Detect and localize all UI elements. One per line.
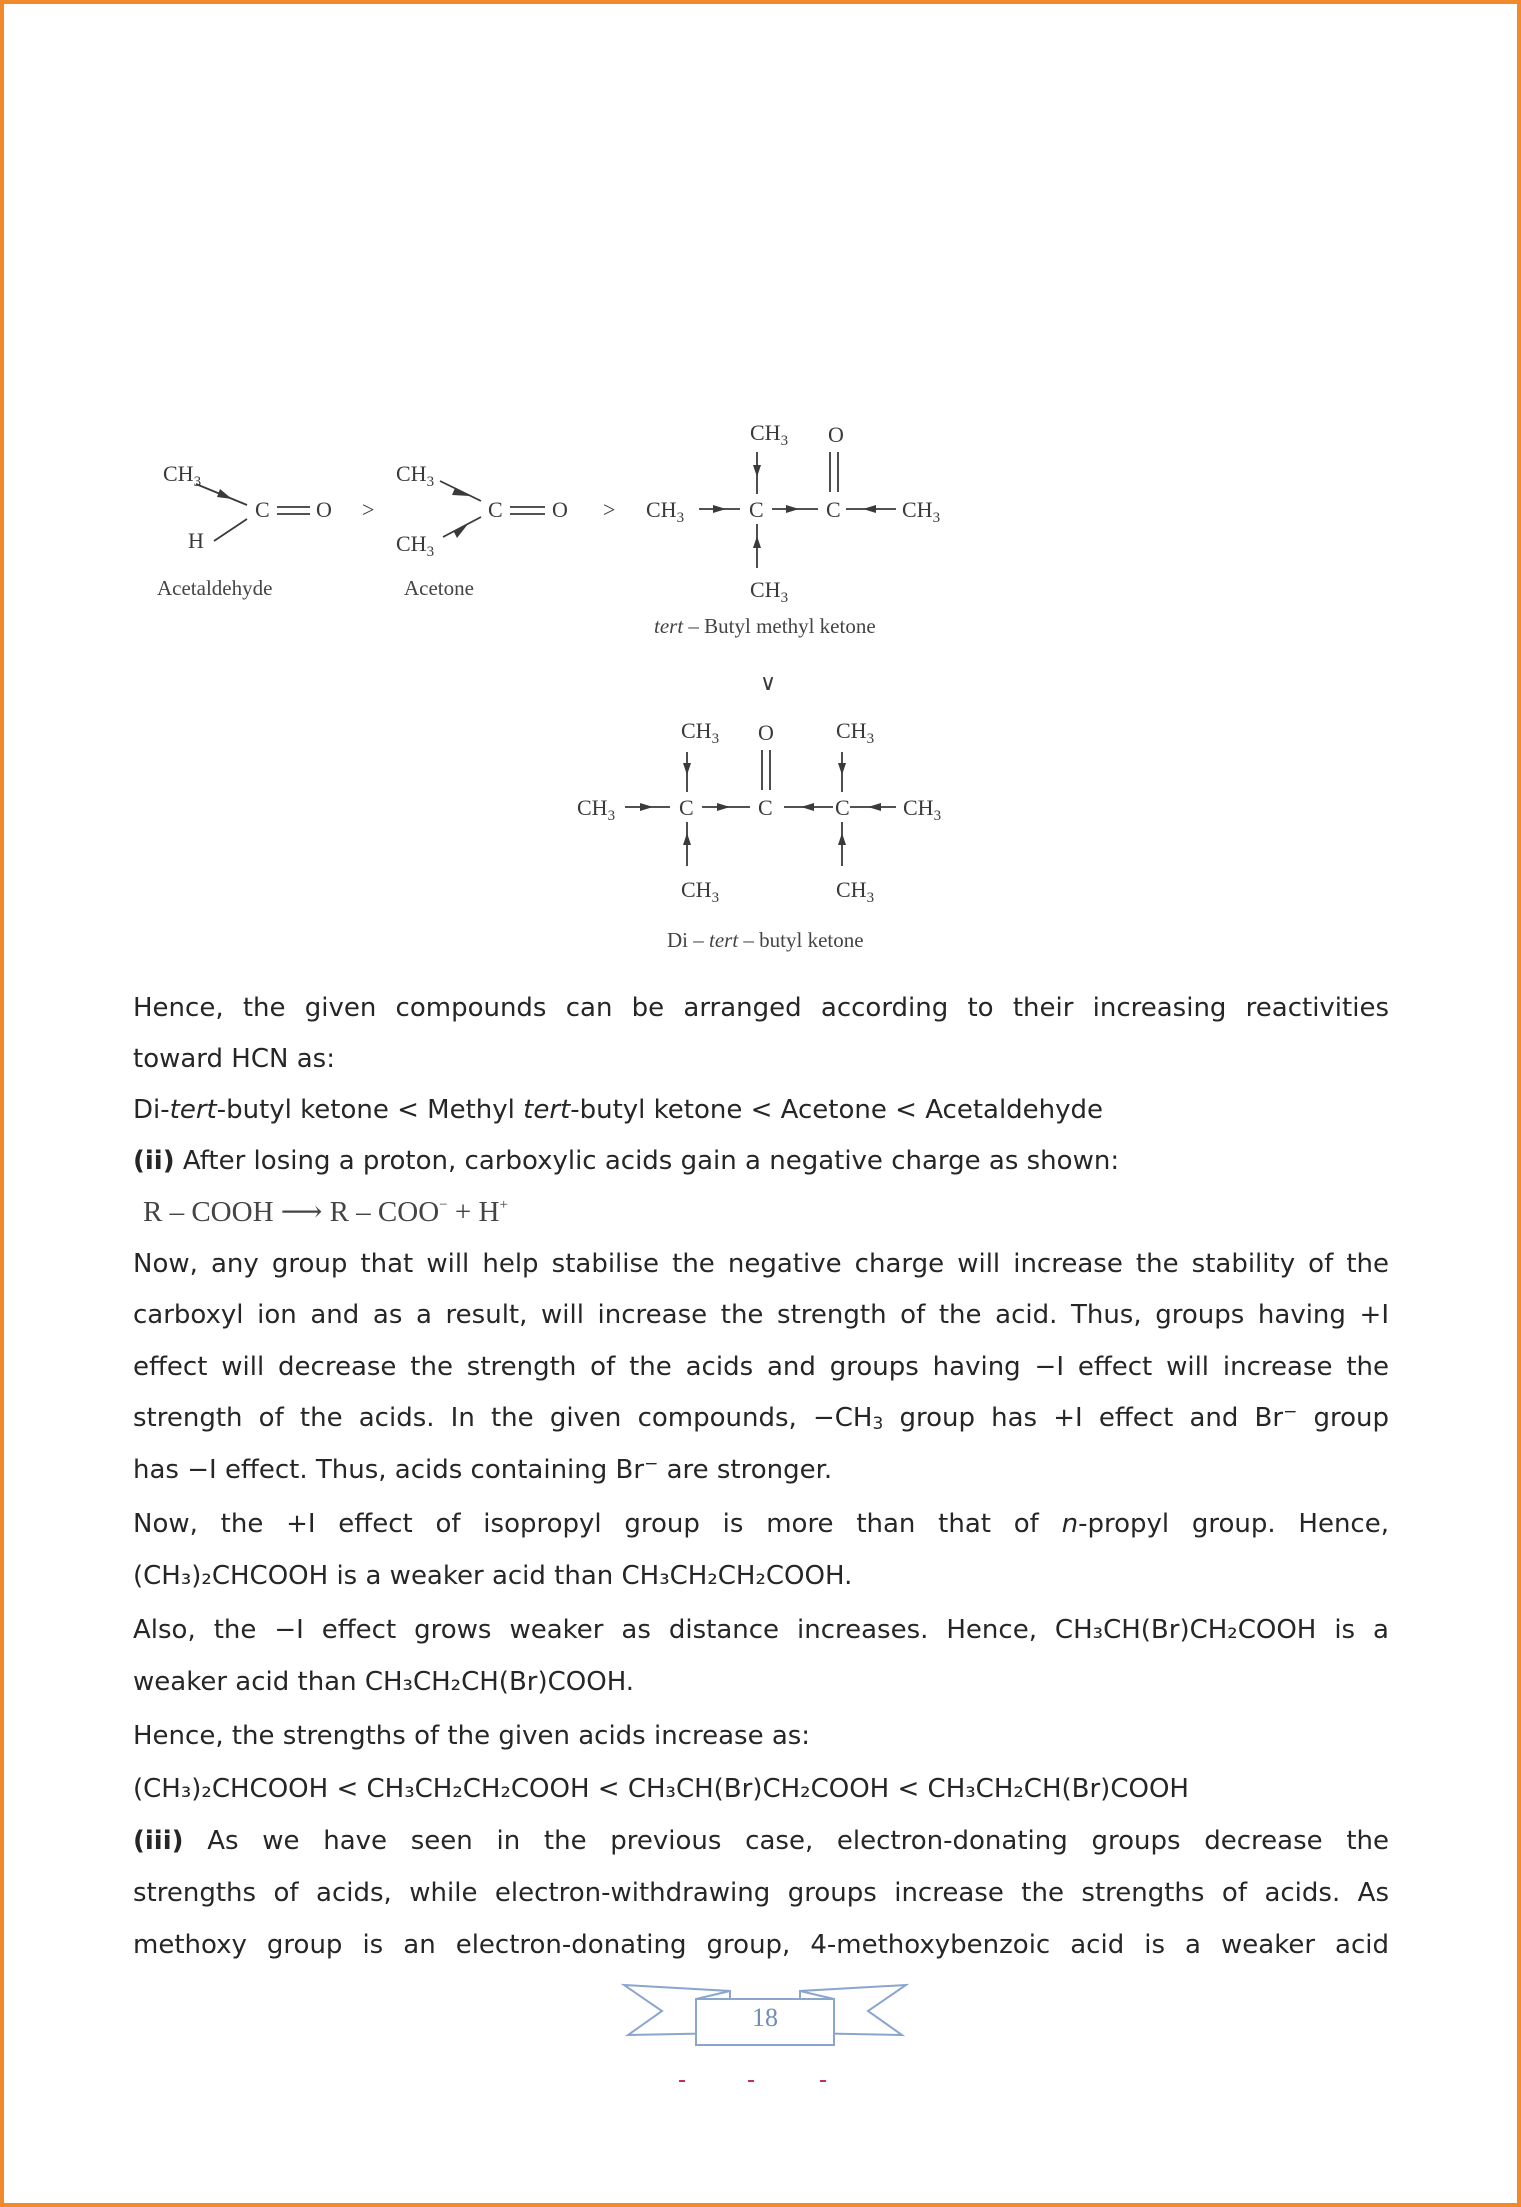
body-line: effect will decrease the strength of the acids and groups having −I effect will increase the xyxy=(133,1352,1389,1382)
body-line: Now, the +I effect of isopropyl group is more than that of n-propyl group. Hence, xyxy=(133,1509,1389,1539)
body-line: Also, the −I effect grows weaker as distance increases. Hence, CH₃CH(Br)CH₂COOH is a xyxy=(133,1615,1389,1645)
body-line: (CH₃)₂CHCOOH is a weaker acid than CH₃CH₂CH₂COOH. xyxy=(133,1561,853,1591)
body-line: methoxy group is an electron-donating group, 4-methoxybenzoic acid is a weaker acid xyxy=(133,1930,1389,1960)
tbmk-c1: C xyxy=(749,497,764,522)
acid-strength-order: (CH₃)₂CHCOOH < CH₃CH₂CH₂COOH < CH₃CH(Br)CH₂COOH < CH₃CH₂CH(Br)COOH xyxy=(133,1774,1189,1804)
tbmk-label: tert – Butyl methyl ketone xyxy=(654,614,876,638)
body-line: carboxyl ion and as a result, will increase the strength of the acid. Thus, groups having +I xyxy=(133,1300,1389,1330)
part-ii-label: (ii) xyxy=(133,1146,175,1176)
dtbk-c2: C xyxy=(758,795,773,820)
acetone-ch3-bottom: $CH_3$ xyxy=(396,531,435,560)
dtbk-ch3-left: $CH_3$ xyxy=(577,795,616,824)
body-line: toward HCN as: xyxy=(133,1044,335,1074)
reactivity-order: Di-tert-butyl ketone < Methyl tert-butyl ketone < Acetone < Acetaldehyde xyxy=(133,1095,1104,1125)
acetaldehyde-ch3: $CH_3$ xyxy=(163,461,202,490)
acetone-o: O xyxy=(552,497,568,522)
dtbk-c3: C xyxy=(835,795,850,820)
body-line: Hence, the strengths of the given acids increase as: xyxy=(133,1721,811,1751)
body-line: strength of the acids. In the given compounds, $-CH_3$ group has +I effect and Br− group xyxy=(133,1402,1389,1434)
less-than-vertical: ∨ xyxy=(760,670,777,695)
tbmk-ch3-right: $CH_3$ xyxy=(902,497,941,526)
footer-dash xyxy=(748,2080,754,2082)
part-iii-heading: (iii) As we have seen in the previous case, electron-donating groups decrease the xyxy=(133,1826,1389,1856)
dtbk-label: Di – tert – butyl ketone xyxy=(667,928,864,952)
acetaldehyde-c: C xyxy=(255,497,270,522)
tbmk-c2: C xyxy=(826,497,841,522)
dtbk-ch3-top-right: $CH_3$ xyxy=(836,718,875,747)
tbmk-ch3-bottom: $CH_3$ xyxy=(750,577,789,606)
greater-than-2: > xyxy=(603,497,616,522)
dtbk-c1: C xyxy=(679,795,694,820)
dtbk-ch3-right: $CH_3$ xyxy=(903,795,942,824)
dtbk-ch3-bottom-left: $CH_3$ xyxy=(681,877,720,906)
body-line: strengths of acids, while electron-withdrawing groups increase the strengths of acids. As xyxy=(133,1878,1389,1908)
acetaldehyde-label: Acetaldehyde xyxy=(157,576,273,600)
page-number: 18 xyxy=(752,2003,778,2032)
dtbk-ch3-bottom-right: $CH_3$ xyxy=(836,877,875,906)
part-ii-heading: (ii) After losing a proton, carboxylic acids gain a negative charge as shown: xyxy=(133,1146,1120,1176)
acetaldehyde-o: O xyxy=(316,497,332,522)
body-line: Now, any group that will help stabilise the negative charge will increase the stability of the xyxy=(133,1249,1389,1279)
tbmk-o: O xyxy=(828,422,844,447)
body-line: has −I effect. Thus, acids containing Br− are stronger. xyxy=(133,1454,833,1485)
dtbk-o: O xyxy=(758,720,774,745)
tbmk-ch3-left: $CH_3$ xyxy=(646,497,685,526)
greater-than-1: > xyxy=(362,497,375,522)
acetone-c: C xyxy=(488,497,503,522)
body-line: Hence, the given compounds can be arranged according to their increasing reactivities xyxy=(133,993,1389,1023)
acetone-ch3-top: $CH_3$ xyxy=(396,461,435,490)
tbmk-ch3-top: $CH_3$ xyxy=(750,420,789,449)
footer-dash xyxy=(820,2080,826,2082)
footer-dash xyxy=(679,2080,685,2082)
ionization-equation: R – COOH ⟶ R – COO− + H+ xyxy=(143,1196,508,1228)
body-line: weaker acid than CH₃CH₂CH(Br)COOH. xyxy=(133,1667,635,1697)
part-iii-label: (iii) xyxy=(133,1826,184,1856)
acetone-label: Acetone xyxy=(404,576,474,600)
acetaldehyde-h: H xyxy=(188,528,204,553)
dtbk-ch3-top-left: $CH_3$ xyxy=(681,718,720,747)
